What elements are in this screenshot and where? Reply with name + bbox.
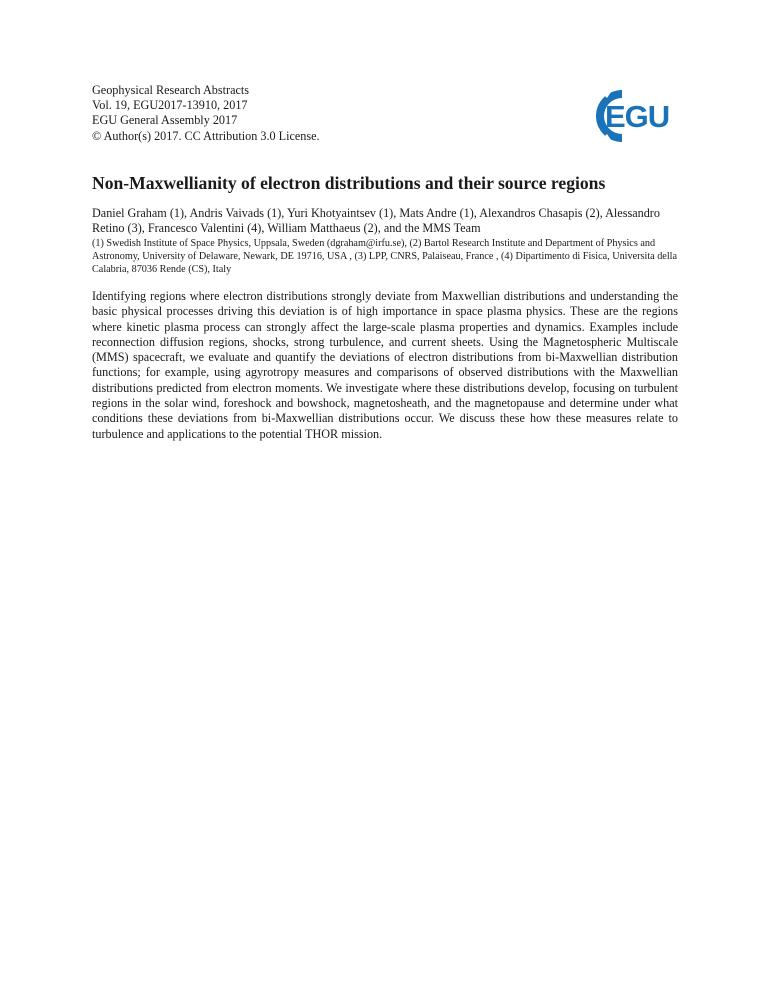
abstract-body: Identifying regions where electron distributions strongly deviate from Maxwellian distributions and understanding the basic physical processes driving this deviation is of high importance in space plasma physics. These are the regions where kinetic plasma process can strongly affect the large-scale plasma properties and dynamics. Examples include reconnection diffusion regions, shocks, strong turbulence, and current sheets. Using the Magnetospheric Multiscale (MMS) spacecraft, we evaluate and quantify the deviations of electron distributions from bi-Maxwellian distribution functions; for example, using agyrotropy measures and comparisons of observed distributions with the Maxwellian distributions predicted from electron moments. We investigate where these distributions develop, focusing on turbulent regions in the solar wind, foreshock and bowshock, magnetosheath, and the magnetopause and determine under what conditions these deviations from bi-Maxwellian distributions occur. We discuss these how these measures relate to turbulence and applications to the potential THOR mission.: [92, 289, 678, 441]
volume-info: Vol. 19, EGU2017-13910, 2017: [92, 98, 248, 113]
egu-logo: [583, 87, 685, 145]
publication-header: [92, 83, 320, 144]
author-list: Daniel Graham (1), Andris Vaivads (1), Yuri Khotyaintsev (1), Mats Andre (1), Alexandros Chasapis (2), Alessandro Retino (3), Francesco Valentini (4), William Matthaeus (2), and the MMS Team: [92, 206, 660, 236]
assembly-name: EGU General Assembly 2017: [92, 113, 238, 128]
copyright-line: © Author(s) 2017. CC Attribution 3.0 License.: [92, 128, 320, 143]
paper-title: Non-Maxwellianity of electron distributions and their source regions: [92, 173, 606, 193]
journal-name: Geophysical Research Abstracts: [92, 83, 250, 97]
affiliation-list: (1) Swedish Institute of Space Physics, Uppsala, Sweden (dgraham@irfu.se), (2) Bartol Research Institute and Department of Physics and Astronomy, University of Delaware, Newark, DE 19716, USA , (3) LPP, CNRS, Palaiseau, France , (4) Dipartimento di Fisica, Universita della Calabria, 87036 Rende (CS), Italy: [92, 238, 678, 276]
egu-logo-text: EGU: [605, 99, 670, 134]
